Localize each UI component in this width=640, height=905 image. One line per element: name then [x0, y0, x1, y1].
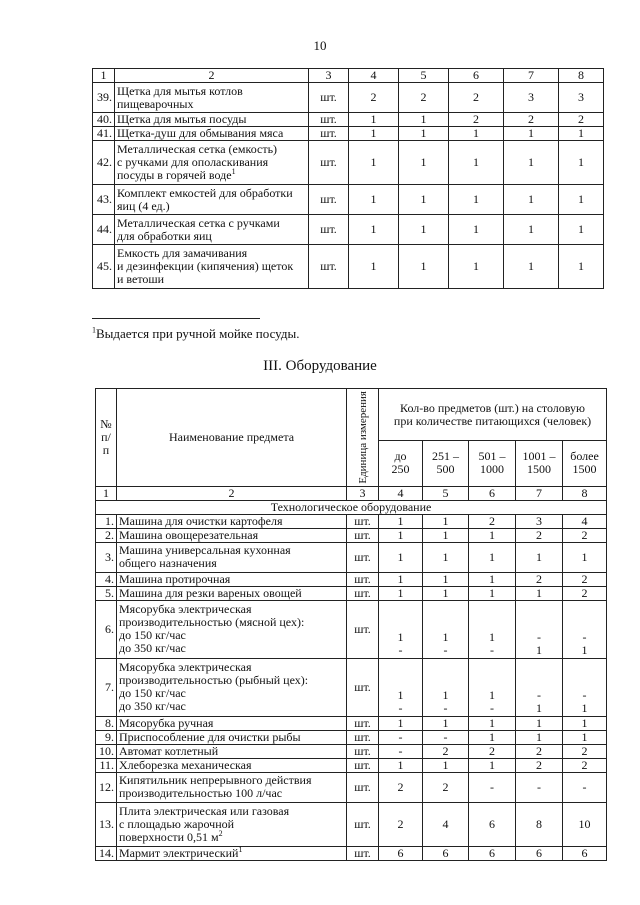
unit: шт. — [347, 846, 379, 860]
quantity: 1 — [399, 113, 449, 127]
unit: шт. — [347, 586, 379, 600]
quantity: 1 — [469, 528, 516, 542]
quantity: 1 — [399, 127, 449, 141]
column-index: 7 — [504, 69, 559, 83]
quantity: 2 — [469, 514, 516, 528]
quantity: 1 — [559, 127, 604, 141]
quantity: 6 — [469, 846, 516, 860]
row-number: 4. — [96, 572, 117, 586]
quantity: 2 — [469, 744, 516, 758]
quantity: 10 — [563, 802, 607, 846]
item-name: Хлеборезка механическая — [117, 758, 347, 772]
quantity: - — [379, 730, 423, 744]
footnote-mark: 1 — [92, 325, 96, 335]
row-number: 14. — [96, 846, 117, 860]
range-header: 1001 – 1500 — [516, 441, 563, 487]
quantity: 1 — [423, 542, 469, 572]
quantity: 3 — [559, 83, 604, 113]
quantity: 1 — [379, 572, 423, 586]
col-num-header: № п/п — [96, 389, 117, 487]
unit: шт. — [309, 141, 349, 185]
quantity: 1 — [559, 141, 604, 185]
item-name: Приспособление для очистки рыбы — [117, 730, 347, 744]
quantity: 2 — [504, 113, 559, 127]
column-index: 1 — [93, 69, 115, 83]
quantity: 6 — [563, 846, 607, 860]
footnote-text: Выдается при ручной мойке посуды. — [96, 326, 300, 341]
table-row — [93, 83, 604, 113]
col-unit-header: Единица измерения — [347, 389, 379, 487]
quantity: 1 — [349, 113, 399, 127]
quantity: 8 — [516, 802, 563, 846]
row-number: 39. — [93, 83, 115, 113]
quantity: 1 — [449, 127, 504, 141]
item-name: Щетка-душ для обмывания мяса — [115, 127, 309, 141]
quantity-pair: - 1 — [516, 658, 563, 716]
quantity: 2 — [516, 758, 563, 772]
quantity: 2 — [379, 772, 423, 802]
table-row — [93, 245, 604, 289]
row-number: 45. — [93, 245, 115, 289]
page-number: 10 — [313, 38, 327, 53]
unit: шт. — [309, 127, 349, 141]
unit: шт. — [347, 528, 379, 542]
inventory-table-continued — [92, 68, 604, 289]
quantity: 1 — [469, 716, 516, 730]
quantity: 1 — [399, 245, 449, 289]
row-number: 40. — [93, 113, 115, 127]
row-number: 43. — [93, 185, 115, 215]
quantity: 2 — [423, 772, 469, 802]
quantity: 1 — [423, 572, 469, 586]
quantity-pair: 1 - — [423, 658, 469, 716]
quantity: 1 — [504, 245, 559, 289]
item-name: Мясорубка электрическая производительностью (рыбный цех): до 150 кг/час до 350 кг/час — [117, 658, 347, 716]
column-index: 2 — [115, 69, 309, 83]
table-row — [93, 215, 604, 245]
quantity: 2 — [449, 83, 504, 113]
table-row — [96, 772, 607, 802]
quantity: 1 — [469, 572, 516, 586]
item-name: Комплект емкостей для обработки яиц (4 ед.) — [115, 185, 309, 215]
quantity: 2 — [559, 113, 604, 127]
table-row — [96, 758, 607, 772]
column-index: 4 — [379, 486, 423, 500]
table-row — [93, 141, 604, 185]
column-index: 6 — [469, 486, 516, 500]
quantity: 2 — [563, 528, 607, 542]
quantity: 1 — [379, 542, 423, 572]
quantity-pair: - 1 — [516, 600, 563, 658]
item-name: Металлическая сетка (емкость) с ручками для ополаскивания посуды в горячей воде$^1$ — [115, 141, 309, 185]
quantity: 6 — [516, 846, 563, 860]
range-header: 251 – 500 — [423, 441, 469, 487]
subheading-tech-equipment: Технологическое оборудование — [96, 500, 607, 514]
row-number: 6. — [96, 600, 117, 658]
quantity: 1 — [563, 716, 607, 730]
table-row — [93, 127, 604, 141]
row-number: 13. — [96, 802, 117, 846]
table-row — [93, 185, 604, 215]
table-row — [96, 802, 607, 846]
quantity: 1 — [423, 586, 469, 600]
quantity: 1 — [563, 730, 607, 744]
quantity: 1 — [559, 215, 604, 245]
item-name: Мясорубка электрическая производительностью (мясной цех): до 150 кг/час до 350 кг/час — [117, 600, 347, 658]
col-name-header: Наименование предмета — [117, 389, 347, 487]
quantity: 1 — [423, 758, 469, 772]
column-index: 2 — [117, 486, 347, 500]
quantity: 1 — [449, 245, 504, 289]
quantity: 4 — [563, 514, 607, 528]
unit: шт. — [347, 758, 379, 772]
unit: шт. — [347, 802, 379, 846]
table-row — [96, 730, 607, 744]
quantity: 1 — [399, 215, 449, 245]
quantity-pair: 1 - — [379, 658, 423, 716]
quantity: 1 — [449, 141, 504, 185]
row-number: 7. — [96, 658, 117, 716]
quantity: 1 — [469, 730, 516, 744]
quantity: 2 — [349, 83, 399, 113]
item-name: Мясорубка ручная — [117, 716, 347, 730]
item-name: Щетка для мытья посуды — [115, 113, 309, 127]
quantity: 6 — [423, 846, 469, 860]
unit: шт. — [347, 716, 379, 730]
table-row — [93, 113, 604, 127]
column-index: 5 — [399, 69, 449, 83]
column-index: 7 — [516, 486, 563, 500]
quantity: 6 — [379, 846, 423, 860]
quantity: 2 — [399, 83, 449, 113]
unit: шт. — [309, 215, 349, 245]
quantity: 1 — [516, 730, 563, 744]
quantity: 1 — [349, 141, 399, 185]
range-header: более 1500 — [563, 441, 607, 487]
quantity-pair: 1 - — [469, 600, 516, 658]
column-index: 3 — [309, 69, 349, 83]
unit: шт. — [309, 83, 349, 113]
quantity: 1 — [469, 542, 516, 572]
unit: шт. — [347, 542, 379, 572]
quantity-pair: 1 - — [379, 600, 423, 658]
quantity: 3 — [516, 514, 563, 528]
table-row — [96, 600, 607, 658]
column-index-row — [93, 69, 604, 83]
quantity: 2 — [516, 528, 563, 542]
quantity-pair: - 1 — [563, 658, 607, 716]
quantity-pair: - 1 — [563, 600, 607, 658]
item-name: Кипятильник непрерывного действия производительностью 100 л/час — [117, 772, 347, 802]
quantity: 1 — [449, 185, 504, 215]
unit: шт. — [347, 658, 379, 716]
item-name: Емкость для замачивания и дезинфекции (кипячения) щеток и ветоши — [115, 245, 309, 289]
quantity: 1 — [563, 542, 607, 572]
row-number: 2. — [96, 528, 117, 542]
unit: шт. — [347, 600, 379, 658]
table-row — [96, 542, 607, 572]
quantity: 2 — [516, 744, 563, 758]
quantity: 1 — [504, 141, 559, 185]
quantity: 1 — [504, 185, 559, 215]
quantity: 1 — [379, 528, 423, 542]
unit: шт. — [347, 514, 379, 528]
quantity: 1 — [469, 586, 516, 600]
column-index: 8 — [559, 69, 604, 83]
column-index: 8 — [563, 486, 607, 500]
quantity: 1 — [504, 127, 559, 141]
unit: шт. — [347, 572, 379, 586]
footnote — [92, 326, 299, 342]
quantity: 1 — [399, 141, 449, 185]
quantity: 1 — [516, 542, 563, 572]
quantity: 2 — [516, 572, 563, 586]
quantity: 1 — [399, 185, 449, 215]
unit: шт. — [347, 730, 379, 744]
column-index: 5 — [423, 486, 469, 500]
column-index: 1 — [96, 486, 117, 500]
item-name: Автомат котлетный — [117, 744, 347, 758]
range-header: до 250 — [379, 441, 423, 487]
footnote-ref: 2 — [218, 828, 223, 838]
equipment-table — [95, 388, 607, 861]
table-row — [96, 586, 607, 600]
row-number: 41. — [93, 127, 115, 141]
table-row — [96, 658, 607, 716]
quantity: 2 — [423, 744, 469, 758]
column-index: 4 — [349, 69, 399, 83]
footnote-rule — [92, 318, 260, 319]
quantity: 1 — [349, 245, 399, 289]
item-name: Мармит электрический$^1$ — [117, 846, 347, 860]
unit: шт. — [309, 185, 349, 215]
item-name: Машина овощерезательная — [117, 528, 347, 542]
quantity: 1 — [516, 716, 563, 730]
quantity: 2 — [563, 744, 607, 758]
table-row — [96, 514, 607, 528]
quantity: - — [469, 772, 516, 802]
table-row — [96, 716, 607, 730]
item-name: Машина для резки вареных овощей — [117, 586, 347, 600]
quantity: 1 — [379, 586, 423, 600]
item-name: Плита электрическая или газовая с площадью жарочной поверхности 0,51 $м^2$ — [117, 802, 347, 846]
table-row — [96, 744, 607, 758]
quantity: - — [379, 744, 423, 758]
quantity: 1 — [379, 758, 423, 772]
quantity-group-header: Кол-во предметов (шт.) на столовую при количестве питающихся (человек) — [379, 389, 607, 441]
column-index: 6 — [449, 69, 504, 83]
quantity: 1 — [469, 758, 516, 772]
unit: шт. — [309, 113, 349, 127]
quantity: 4 — [423, 802, 469, 846]
quantity: 2 — [563, 572, 607, 586]
quantity: - — [516, 772, 563, 802]
quantity: 1 — [349, 185, 399, 215]
unit: шт. — [309, 245, 349, 289]
quantity: 1 — [423, 514, 469, 528]
row-number: 12. — [96, 772, 117, 802]
quantity: 1 — [379, 716, 423, 730]
row-number: 8. — [96, 716, 117, 730]
row-number: 44. — [93, 215, 115, 245]
quantity: 2 — [379, 802, 423, 846]
section-title: III. Оборудование — [263, 358, 377, 374]
quantity: 2 — [563, 586, 607, 600]
table-row — [96, 572, 607, 586]
quantity: - — [423, 730, 469, 744]
row-number: 11. — [96, 758, 117, 772]
quantity: 1 — [379, 514, 423, 528]
quantity: 1 — [349, 127, 399, 141]
item-name: Машина для очистки картофеля — [117, 514, 347, 528]
item-name: Металлическая сетка с ручками для обработки яиц — [115, 215, 309, 245]
unit: шт. — [347, 772, 379, 802]
row-number: 1. — [96, 514, 117, 528]
item-name: Щетка для мытья котлов пищеварочных — [115, 83, 309, 113]
quantity: 1 — [504, 215, 559, 245]
range-header: 501 – 1000 — [469, 441, 516, 487]
table-row — [96, 528, 607, 542]
quantity: 1 — [516, 586, 563, 600]
footnote-ref: 1 — [238, 844, 243, 854]
quantity: 1 — [423, 528, 469, 542]
quantity: 1 — [559, 245, 604, 289]
column-index: 3 — [347, 486, 379, 500]
quantity: 2 — [563, 758, 607, 772]
quantity: 1 — [449, 215, 504, 245]
quantity-pair: 1 - — [423, 600, 469, 658]
row-number: 9. — [96, 730, 117, 744]
row-number: 42. — [93, 141, 115, 185]
item-name: Машина универсальная кухонная общего назначения — [117, 542, 347, 572]
quantity: 2 — [449, 113, 504, 127]
row-number: 5. — [96, 586, 117, 600]
quantity: 6 — [469, 802, 516, 846]
quantity: 1 — [559, 185, 604, 215]
row-number: 10. — [96, 744, 117, 758]
quantity-pair: 1 - — [469, 658, 516, 716]
footnote-ref: 1 — [231, 167, 236, 176]
quantity: 1 — [423, 716, 469, 730]
table-row — [96, 846, 607, 860]
row-number: 3. — [96, 542, 117, 572]
item-name: Машина протирочная — [117, 572, 347, 586]
quantity: 1 — [349, 215, 399, 245]
quantity: - — [563, 772, 607, 802]
unit: шт. — [347, 744, 379, 758]
quantity: 3 — [504, 83, 559, 113]
